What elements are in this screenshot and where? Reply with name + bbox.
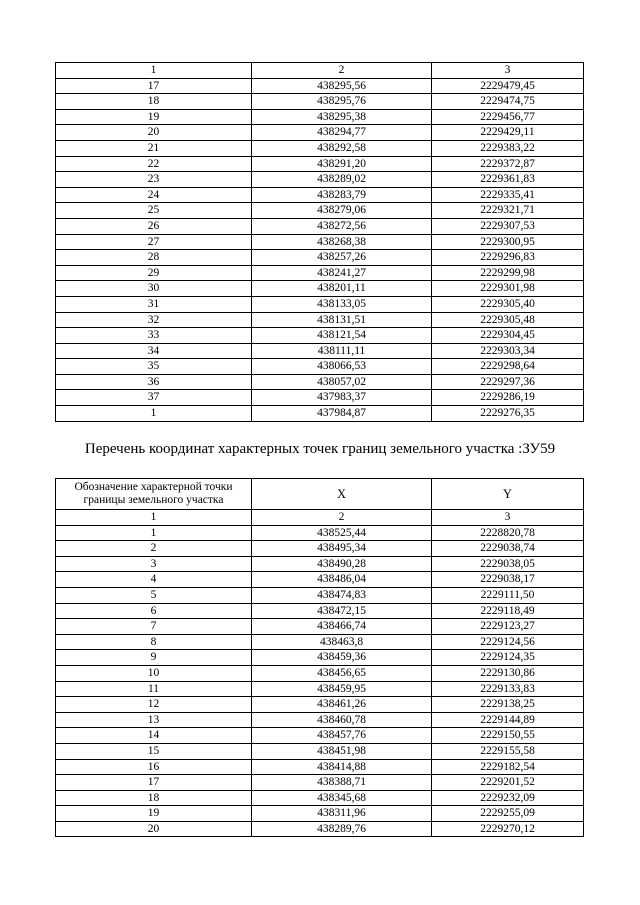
y-coordinate-cell: 2229474,75 <box>432 94 584 110</box>
table-row <box>56 587 584 603</box>
x-coordinate-cell: 438121,54 <box>252 328 432 344</box>
x-coordinate-cell: 438461,26 <box>252 697 432 713</box>
x-coordinate-cell: 438459,95 <box>252 681 432 697</box>
x-coordinate-cell: 438241,27 <box>252 265 432 281</box>
point-number-cell: 19 <box>56 806 252 822</box>
x-coordinate-cell: 438472,15 <box>252 603 432 619</box>
point-number-cell: 29 <box>56 265 252 281</box>
point-number-cell: 11 <box>56 681 252 697</box>
y-coordinate-cell: 2229255,09 <box>432 806 584 822</box>
y-coordinate-cell: 2229038,74 <box>432 541 584 557</box>
point-number-cell: 5 <box>56 587 252 603</box>
x-coordinate-cell: 438295,76 <box>252 94 432 110</box>
point-number-cell: 26 <box>56 218 252 234</box>
table-row <box>56 541 584 557</box>
point-number-cell: 6 <box>56 603 252 619</box>
point-number-cell: 24 <box>56 187 252 203</box>
y-coordinate-cell: 2229155,58 <box>432 743 584 759</box>
x-coordinate-cell: 438291,20 <box>252 156 432 172</box>
table-row <box>56 665 584 681</box>
table-row <box>56 78 584 94</box>
table-row <box>56 250 584 266</box>
table-row <box>56 650 584 666</box>
point-number-cell: 1 <box>56 406 252 422</box>
y-coordinate-cell: 2229479,45 <box>432 78 584 94</box>
x-coordinate-cell: 438456,65 <box>252 665 432 681</box>
point-designation-header: Обозначение характерной точки границы земельного участка <box>56 479 252 510</box>
y-coordinate-cell: 2229298,64 <box>432 359 584 375</box>
table1-body <box>56 63 584 422</box>
y-coordinate-cell: 2229456,77 <box>432 109 584 125</box>
point-number-cell: 18 <box>56 94 252 110</box>
table-row <box>56 125 584 141</box>
y-coordinate-cell: 2229300,95 <box>432 234 584 250</box>
x-coordinate-cell: 438289,02 <box>252 172 432 188</box>
point-number-cell: 25 <box>56 203 252 219</box>
y-coordinate-cell: 2229138,25 <box>432 697 584 713</box>
x-coordinate-cell: 438388,71 <box>252 775 432 791</box>
table-row <box>56 697 584 713</box>
x-coordinate-cell: 438459,36 <box>252 650 432 666</box>
table-row <box>56 806 584 822</box>
x-coordinate-cell: 438474,83 <box>252 587 432 603</box>
y-coordinate-cell: 2229201,52 <box>432 775 584 791</box>
x-coordinate-cell: 438111,11 <box>252 343 432 359</box>
y-coordinate-cell: 2229270,12 <box>432 821 584 837</box>
y-header: Y <box>432 479 584 510</box>
point-number-cell: 22 <box>56 156 252 172</box>
coordinates-table-zu59 <box>55 478 584 837</box>
y-coordinate-cell: 2229299,98 <box>432 265 584 281</box>
index-cell: 3 <box>432 510 584 526</box>
table-row <box>56 359 584 375</box>
point-number-cell: 7 <box>56 619 252 635</box>
x-coordinate-cell: 438525,44 <box>252 525 432 541</box>
point-number-cell: 36 <box>56 374 252 390</box>
table-row <box>56 109 584 125</box>
point-number-cell: 12 <box>56 697 252 713</box>
y-coordinate-cell: 2229335,41 <box>432 187 584 203</box>
point-number-cell: 14 <box>56 728 252 744</box>
point-number-cell: 16 <box>56 759 252 775</box>
table-row <box>56 743 584 759</box>
y-coordinate-cell: 2229307,53 <box>432 218 584 234</box>
point-number-cell: 30 <box>56 281 252 297</box>
point-number-cell: 28 <box>56 250 252 266</box>
table-row <box>56 234 584 250</box>
y-coordinate-cell: 2229372,87 <box>432 156 584 172</box>
y-coordinate-cell: 2229118,49 <box>432 603 584 619</box>
x-coordinate-cell: 438131,51 <box>252 312 432 328</box>
point-number-cell: 9 <box>56 650 252 666</box>
point-number-cell: 20 <box>56 125 252 141</box>
table-row <box>56 281 584 297</box>
y-coordinate-cell: 2229304,45 <box>432 328 584 344</box>
table2-body <box>56 510 584 837</box>
table-row <box>56 406 584 422</box>
y-coordinate-cell: 2229232,09 <box>432 790 584 806</box>
x-coordinate-cell: 438268,38 <box>252 234 432 250</box>
x-coordinate-cell: 438451,98 <box>252 743 432 759</box>
x-coordinate-cell: 438283,79 <box>252 187 432 203</box>
table-row <box>56 759 584 775</box>
section-title: Перечень координат характерных точек границ земельного участка :ЗУ59 <box>84 441 556 457</box>
x-coordinate-cell: 438294,77 <box>252 125 432 141</box>
y-coordinate-cell: 2229429,11 <box>432 125 584 141</box>
table-row <box>56 203 584 219</box>
table-row <box>56 172 584 188</box>
y-coordinate-cell: 2228820,78 <box>432 525 584 541</box>
x-coordinate-cell: 438414,88 <box>252 759 432 775</box>
y-coordinate-cell: 2229305,40 <box>432 296 584 312</box>
y-coordinate-cell: 2229321,71 <box>432 203 584 219</box>
point-number-cell: 33 <box>56 328 252 344</box>
point-number-cell: 8 <box>56 634 252 650</box>
point-number-cell: 23 <box>56 172 252 188</box>
y-coordinate-cell: 2229301,98 <box>432 281 584 297</box>
index-cell: 1 <box>56 63 252 79</box>
point-number-cell: 31 <box>56 296 252 312</box>
point-number-cell: 17 <box>56 78 252 94</box>
y-coordinate-cell: 2229123,27 <box>432 619 584 635</box>
point-number-cell: 18 <box>56 790 252 806</box>
table-row <box>56 296 584 312</box>
y-coordinate-cell: 2229276,35 <box>432 406 584 422</box>
x-coordinate-cell: 438292,58 <box>252 140 432 156</box>
table-row <box>56 343 584 359</box>
x-coordinate-cell: 437984,87 <box>252 406 432 422</box>
table-row <box>56 140 584 156</box>
point-number-cell: 19 <box>56 109 252 125</box>
y-coordinate-cell: 2229383,22 <box>432 140 584 156</box>
table-row <box>56 712 584 728</box>
x-coordinate-cell: 438201,11 <box>252 281 432 297</box>
x-coordinate-cell: 438466,74 <box>252 619 432 635</box>
point-number-cell: 13 <box>56 712 252 728</box>
x-coordinate-cell: 438490,28 <box>252 556 432 572</box>
table-row <box>56 156 584 172</box>
index-cell: 1 <box>56 510 252 526</box>
y-coordinate-cell: 2229305,48 <box>432 312 584 328</box>
index-cell: 3 <box>432 63 584 79</box>
table-row <box>56 634 584 650</box>
point-number-cell: 2 <box>56 541 252 557</box>
table-header-row <box>56 479 584 510</box>
y-coordinate-cell: 2229182,54 <box>432 759 584 775</box>
index-cell: 2 <box>252 510 432 526</box>
x-coordinate-cell: 438457,76 <box>252 728 432 744</box>
table-index-row <box>56 63 584 79</box>
y-coordinate-cell: 2229111,50 <box>432 587 584 603</box>
point-number-cell: 32 <box>56 312 252 328</box>
y-coordinate-cell: 2229038,17 <box>432 572 584 588</box>
table-row <box>56 775 584 791</box>
y-coordinate-cell: 2229124,56 <box>432 634 584 650</box>
y-coordinate-cell: 2229130,86 <box>432 665 584 681</box>
index-cell: 2 <box>252 63 432 79</box>
y-coordinate-cell: 2229133,83 <box>432 681 584 697</box>
x-coordinate-cell: 438272,56 <box>252 218 432 234</box>
y-coordinate-cell: 2229124,35 <box>432 650 584 666</box>
table-row <box>56 728 584 744</box>
x-coordinate-cell: 438289,76 <box>252 821 432 837</box>
x-coordinate-cell: 438463,8 <box>252 634 432 650</box>
y-coordinate-cell: 2229150,55 <box>432 728 584 744</box>
point-number-cell: 34 <box>56 343 252 359</box>
point-number-cell: 4 <box>56 572 252 588</box>
table-row <box>56 619 584 635</box>
table-row <box>56 603 584 619</box>
table-row <box>56 312 584 328</box>
point-number-cell: 21 <box>56 140 252 156</box>
table-row <box>56 265 584 281</box>
table-row <box>56 572 584 588</box>
table-row <box>56 374 584 390</box>
y-coordinate-cell: 2229144,89 <box>432 712 584 728</box>
table-index-row <box>56 510 584 526</box>
table2-header <box>56 479 584 510</box>
table-row <box>56 94 584 110</box>
point-number-cell: 37 <box>56 390 252 406</box>
x-coordinate-cell: 438495,34 <box>252 541 432 557</box>
x-coordinate-cell: 438486,04 <box>252 572 432 588</box>
x-coordinate-cell: 438460,78 <box>252 712 432 728</box>
table-row <box>56 187 584 203</box>
point-number-cell: 27 <box>56 234 252 250</box>
x-header: X <box>252 479 432 510</box>
y-coordinate-cell: 2229297,36 <box>432 374 584 390</box>
point-number-cell: 15 <box>56 743 252 759</box>
table-row <box>56 328 584 344</box>
x-coordinate-cell: 438295,38 <box>252 109 432 125</box>
x-coordinate-cell: 438133,05 <box>252 296 432 312</box>
table-row <box>56 390 584 406</box>
y-coordinate-cell: 2229303,34 <box>432 343 584 359</box>
point-number-cell: 17 <box>56 775 252 791</box>
point-number-cell: 10 <box>56 665 252 681</box>
x-coordinate-cell: 438257,26 <box>252 250 432 266</box>
y-coordinate-cell: 2229361,83 <box>432 172 584 188</box>
table-row <box>56 790 584 806</box>
table-row <box>56 525 584 541</box>
x-coordinate-cell: 437983,37 <box>252 390 432 406</box>
point-number-cell: 20 <box>56 821 252 837</box>
table-row <box>56 821 584 837</box>
y-coordinate-cell: 2229286,19 <box>432 390 584 406</box>
x-coordinate-cell: 438057,02 <box>252 374 432 390</box>
x-coordinate-cell: 438311,96 <box>252 806 432 822</box>
point-number-cell: 3 <box>56 556 252 572</box>
table-row <box>56 556 584 572</box>
point-number-cell: 1 <box>56 525 252 541</box>
point-number-cell: 35 <box>56 359 252 375</box>
x-coordinate-cell: 438345,68 <box>252 790 432 806</box>
y-coordinate-cell: 2229296,83 <box>432 250 584 266</box>
x-coordinate-cell: 438066,53 <box>252 359 432 375</box>
table-row <box>56 218 584 234</box>
y-coordinate-cell: 2229038,05 <box>432 556 584 572</box>
x-coordinate-cell: 438279,06 <box>252 203 432 219</box>
table-row <box>56 681 584 697</box>
x-coordinate-cell: 438295,56 <box>252 78 432 94</box>
coordinates-table-continued <box>55 62 584 422</box>
